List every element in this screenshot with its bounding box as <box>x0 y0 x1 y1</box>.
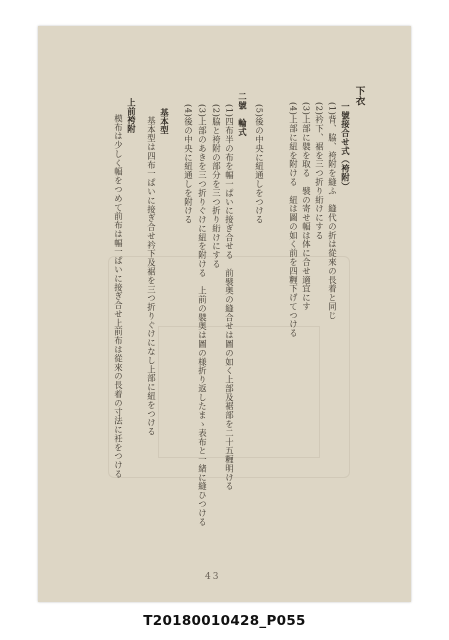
text-line-2: (2)衿下、裾を三つ折り絎けにする <box>314 102 325 240</box>
text-line-4: (4)上部に紐を附ける 紐は圖の如く前を四糎下げてつける <box>288 102 299 338</box>
text-line-9: (4)後の中央に紐通しを附ける <box>183 104 194 225</box>
text-line-7: (2)脇と袴附の部分を三つ折り絎けにする <box>211 104 222 269</box>
text-line-6: (1)四布半の布を幅一ぱいに接ぎ合せる 前襞奥の縫合せは圖の如く上部及裾部を二十五糎明ける <box>224 104 235 491</box>
page-number: 43 <box>205 572 221 582</box>
section-title-3: 基本型 <box>159 108 170 135</box>
section-title-1: 一號接合せ式（袴附） <box>340 102 351 191</box>
text-line-10: 基本型は四布一ぱいに接ぎ合せ衿下及裾を三つ折りぐけになし上部に紐をつける <box>146 116 157 437</box>
section-title-4: 上前袴附 <box>126 98 137 134</box>
text-line-11: 模布は少しく幅をつめて前布は幅一ぱいに接ぎ合せ上前布は從來の長着の寸法に衽をつける <box>113 114 124 479</box>
section-title-2: 二號 輪式 <box>237 92 248 137</box>
bleed-through-figure-inner <box>158 326 320 458</box>
text-line-1: (1)背、脇、袴附を縫ふ 縫代の折は從來の長着と同じ <box>327 102 338 320</box>
text-line-8: (3)上部のあきを三つ折りぐけに紐を附ける 上前の襞奥は圖の様折り返したまゝ表布と一緒に縫ひつける <box>197 104 208 527</box>
image-caption: T20180010428_P055 <box>143 613 306 629</box>
heading: 下衣 <box>353 86 365 107</box>
text-line-5: (5)後の中央に紐通しをつける <box>254 104 265 225</box>
document-page <box>38 26 411 602</box>
text-line-3: (3)上部に襞を取る 襞の寄せ幅は体に合せ適宜にす <box>301 102 312 311</box>
